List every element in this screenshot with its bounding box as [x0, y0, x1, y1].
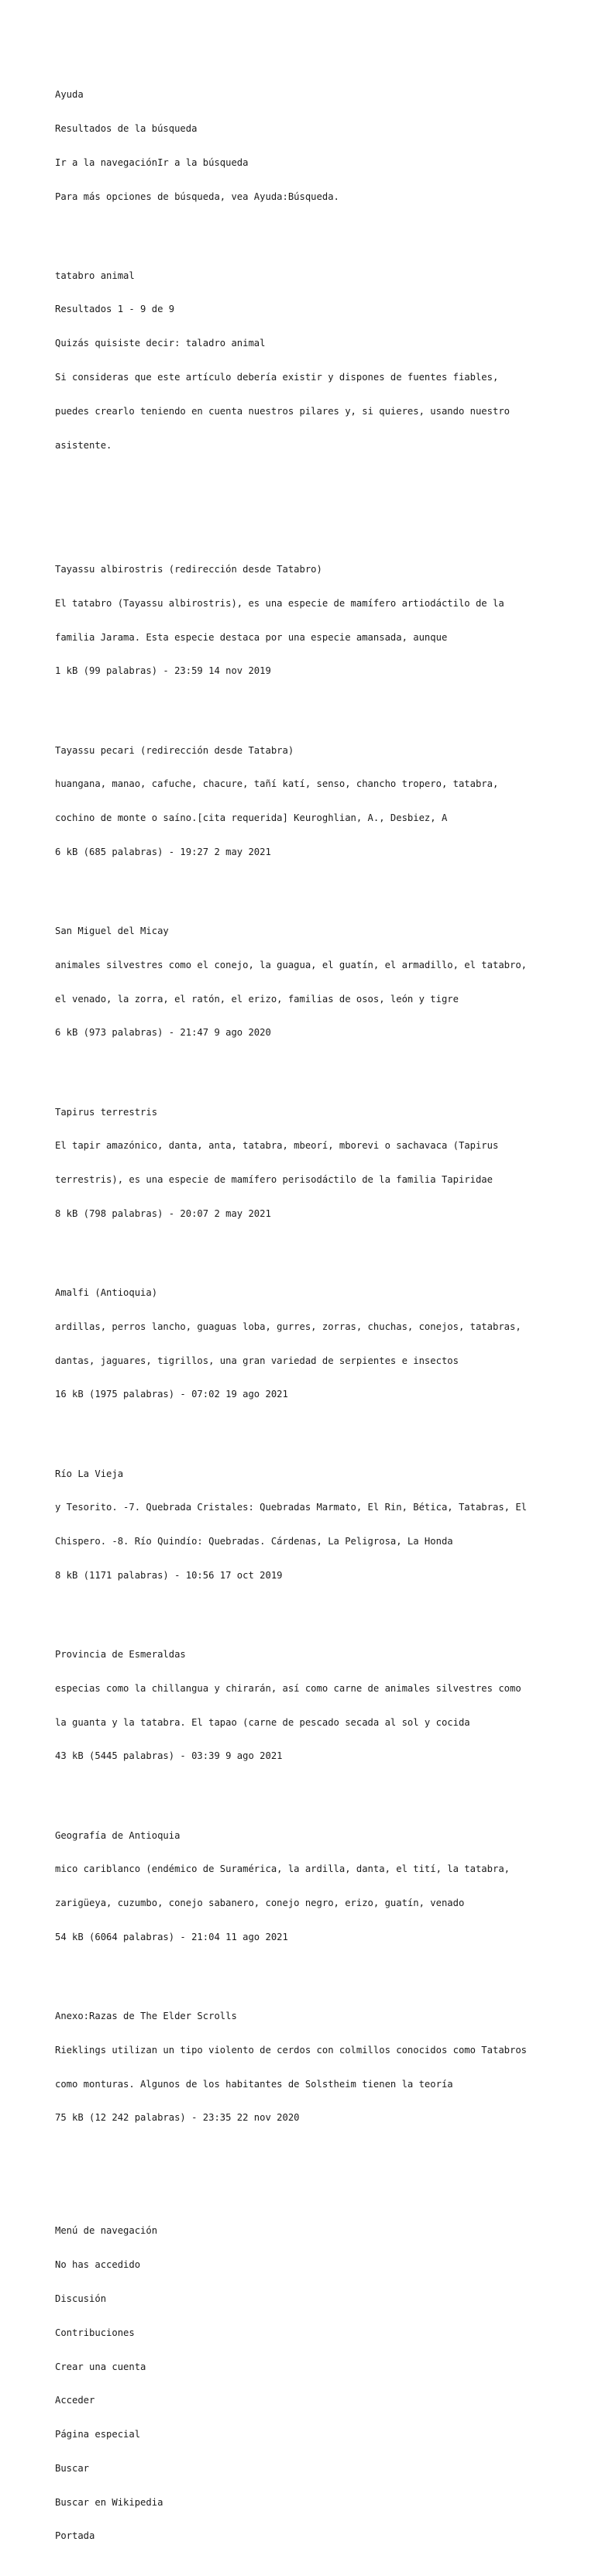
result-title-link[interactable]: Amalfi (Antioquia) [55, 1287, 158, 1299]
results-count: Resultados 1 - 9 de 9 [55, 304, 175, 315]
results-list [55, 519, 590, 2169]
search-help-text[interactable]: Para más opciones de búsqueda, vea Ayuda:Búsqueda. [55, 191, 339, 202]
result-snippet: El tatabro (Tayassu albirostris), es una especie de mamífero artiodáctilo de la [55, 597, 504, 609]
result-snippet: Chispero. -8. Río Quindío: Quebradas. Cárdenas, La Peligrosa, La Honda [55, 1536, 453, 1547]
nav-contributions-link[interactable]: Contribuciones [55, 2327, 135, 2338]
create-article-notice: asistente. [55, 439, 112, 451]
result-snippet: especias como la chillangua y chirarán, así como carne de animales silvestres como [55, 1682, 521, 1694]
result-title-link[interactable]: Provincia de Esmeraldas [55, 1649, 186, 1661]
result-snippet: animales silvestres como el conejo, la guagua, el guatín, el armadillo, el tatabro, [55, 959, 528, 970]
result-snippet: dantas, jaguares, tigrillos, una gran variedad de serpientes e insectos [55, 1355, 459, 1366]
search-result [55, 1988, 590, 2146]
help-link[interactable]: Ayuda [55, 89, 84, 101]
result-meta: 6 kB (685 palabras) - 19:27 2 may 2021 [55, 846, 271, 857]
nav-create-account-link[interactable]: Crear una cuenta [55, 2361, 146, 2372]
search-result [55, 541, 590, 699]
result-title-link[interactable]: San Miguel del Micay [55, 926, 169, 937]
result-title-link[interactable]: Tayassu albirostris (redirección desde Tatabro) [55, 564, 322, 575]
create-article-notice: puedes crearlo teniendo en cuenta nuestros pilares y, si quieres, usando nuestro [55, 405, 510, 417]
result-snippet: zarigüeya, cuzumbo, conejo sabanero, conejo negro, erizo, guatín, venado [55, 1898, 465, 1909]
spacer [55, 473, 590, 485]
search-result [55, 1445, 590, 1603]
result-snippet: huangana, manao, cafuche, chacure, tañí katí, senso, chancho tropero, tatabra, [55, 778, 499, 790]
result-meta: 8 kB (1171 palabras) - 10:56 17 oct 2019 [55, 1569, 283, 1581]
spacer [55, 225, 590, 236]
result-snippet: cochino de monte o saíno.[cita requerida] Keuroghlian, A., Desbiez, A [55, 812, 448, 824]
skip-links[interactable]: Ir a la navegaciónIr a la búsqueda [55, 156, 249, 168]
result-meta: 75 kB (12 242 palabras) - 23:35 22 nov 2020 [55, 2112, 300, 2124]
search-result [55, 1626, 590, 1784]
page-title: Resultados de la búsqueda [55, 122, 198, 134]
result-meta: 1 kB (99 palabras) - 23:59 14 nov 2019 [55, 665, 271, 677]
result-snippet: familia Jarama. Esta especie destaca por una especie amansada, aunque [55, 631, 448, 643]
result-title-link[interactable]: Tapirus terrestris [55, 1106, 158, 1118]
result-meta: 8 kB (798 palabras) - 20:07 2 may 2021 [55, 1207, 271, 1219]
nav-main-page-link[interactable]: Portada [55, 2530, 95, 2542]
result-title-link[interactable]: Anexo:Razas de The Elder Scrolls [55, 2011, 237, 2022]
nav-special-page[interactable]: Página especial [55, 2429, 141, 2440]
search-result [55, 1807, 590, 1965]
result-meta: 43 kB (5445 palabras) - 03:39 9 ago 2021 [55, 1750, 283, 1762]
did-you-mean-suggestion[interactable]: Quizás quisiste decir: taladro animal [55, 338, 266, 349]
result-title-link[interactable]: Río La Vieja [55, 1468, 124, 1479]
result-snippet: El tapir amazónico, danta, anta, tatabra, mbeorí, mborevi o sachavaca (Tapirus [55, 1140, 499, 1152]
search-query[interactable]: tatabro animal [55, 270, 135, 281]
result-meta: 16 kB (1975 palabras) - 07:02 19 ago 2021 [55, 1389, 288, 1400]
search-result [55, 1265, 590, 1423]
nav-search-wikipedia-link[interactable]: Buscar en Wikipedia [55, 2496, 163, 2508]
result-title-link[interactable]: Tayassu pecari (redirección desde Tatabra) [55, 744, 294, 756]
search-result [55, 903, 590, 1061]
result-meta: 6 kB (973 palabras) - 21:47 9 ago 2020 [55, 1027, 271, 1039]
result-snippet: y Tesorito. -7. Quebrada Cristales: Quebradas Marmato, El Rin, Bética, Tatabras, El [55, 1502, 528, 1513]
result-snippet: como monturas. Algunos de los habitantes de Solstheim tienen la teoría [55, 2078, 453, 2090]
nav-talk-link[interactable]: Discusión [55, 2293, 107, 2304]
result-snippet: la guanta y la tatabra. El tapao (carne de pescado secada al sol y cocida [55, 1716, 470, 1728]
result-snippet: mico cariblanco (endémico de Suramérica, la ardilla, danta, el tití, la tatabra, [55, 1863, 510, 1875]
create-article-notice: Si consideras que este artículo debería existir y dispones de fuentes fiables, [55, 372, 499, 383]
result-meta: 54 kB (6064 palabras) - 21:04 11 ago 2021 [55, 1931, 288, 1942]
nav-not-logged-in: No has accedido [55, 2259, 141, 2271]
search-result [55, 722, 590, 880]
navigation-heading: Menú de navegación [55, 2225, 158, 2237]
result-snippet: ardillas, perros lancho, guaguas loba, gurres, zorras, chuchas, conejos, tatabras, [55, 1321, 521, 1332]
nav-login-link[interactable]: Acceder [55, 2395, 95, 2406]
result-snippet: el venado, la zorra, el ratón, el erizo, familias de osos, león y tigre [55, 993, 459, 1005]
nav-search-link[interactable]: Buscar [55, 2462, 90, 2474]
search-result [55, 1084, 590, 1242]
result-title-link[interactable]: Geografía de Antioquia [55, 1829, 181, 1841]
result-snippet: terrestris), es una especie de mamífero perisodáctilo de la familia Tapiridae [55, 1174, 493, 1186]
search-results-page [55, 67, 590, 2576]
result-snippet: Rieklings utilizan un tipo violento de cerdos con colmillos conocidos como Tatabros [55, 2044, 528, 2056]
navigation-menu [55, 2203, 590, 2564]
